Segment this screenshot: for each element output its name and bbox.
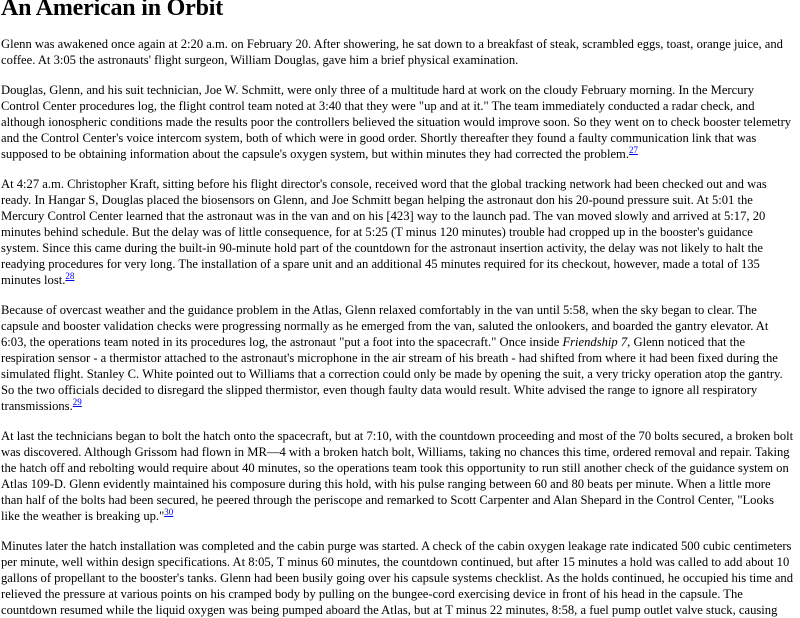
footnote-sup (65, 271, 74, 281)
paragraph-text: Glenn was awakened once again at 2:20 a.m. on February 20. After showering, he sat down to a breakfast of steak, scrambled eggs, toast, orange juice, and coffee. At 3:05 the astronauts' flight surgeon, William Douglas, gave him a brief physical examination. (1, 37, 783, 67)
paragraph-countdown (1, 538, 794, 618)
footnote-link-27[interactable]: 27 (628, 145, 638, 155)
footnote-sup (164, 507, 173, 517)
footnote-link-29[interactable]: 29 (72, 397, 82, 407)
paragraph-text: At 4:27 a.m. Christopher Kraft, sitting before his flight director's console, received word that the global tracking network had been checked out and was ready. In Hangar S, Douglas placed the biosensors on Glenn, and Joe Schmitt began helping the astronaut don his 20-pound pressure suit. At 5:01 the Mercury Control Center learned that the astronaut was in the van and on his [423] way to the launch pad. The van moved slowly and arrived at 5:17, 20 minutes behind schedule. But the delay was of little consequence, for at 5:25 (T minus 120 minutes) trouble had cropped up in the booster's guidance system. Since this came during the built-in 90-minute hold part of the countdown for the astronaut insertion activity, the delay was not likely to halt the readying procedures for very long. The installation of a spare unit and an additional 45 minutes required for its checkout, however, made a total of 135 minutes lost. (1, 177, 767, 287)
paragraph-text: Douglas, Glenn, and his suit technician, Joe W. Schmitt, were only three of a multitude hard at work on the cloudy February morning. In the Mercury Control Center procedures log, the flight control team noted at 3:40 that they were "up and at it." The team immediately conducted a radar check, and although ionospheric conditions made the results poor the controllers believed the situation would improve soon. So they went on to check booster telemetry and the Control Center's voice intercom system, both of which were in good order. Shortly thereafter they found a faulty communication link that was supposed to be obtaining information about the capsule's oxygen system, but within minutes they had corrected the problem. (1, 83, 792, 161)
page-title: An American in Orbit (1, 0, 223, 21)
paragraph-control-center (1, 82, 794, 162)
paragraph-boarding (1, 302, 794, 414)
footnote-sup (629, 145, 638, 155)
paragraph-text: Because of overcast weather and the guidance problem in the Atlas, Glenn relaxed comfortably in the van until 5:58, when the sky began to clear. The capsule and booster validation checks were progressing normally as he emerged from the van, saluted the onlookers, and boarded the gantry elevator. At 6:03, the operations team noted in its procedures log, the astronaut "put a foot into the spacecraft." Once inside (1, 303, 769, 349)
paragraph-text: At last the technicians began to bolt the hatch onto the spacecraft, but at 7:10, with the countdown proceeding and most of the 70 bolts secured, a broken bolt was discovered. Although Grissom had flown in MR—4 with a broken hatch bolt, Williams, taking no chances this time, ordered removal and repair. Taking the hatch off and rebolting would require about 40 minutes, so the operations team took this opportunity to run still another check of the guidance system on Atlas 109-D. Glenn evidently maintained his composure during this hold, with his pulse ranging between 60 and 80 beats per minute. When a little more than half of the bolts had been secured, he peered through the periscope and remarked to Scott Carpenter and Alan Shepard in the Control Center, "Looks like the weather is breaking up." (1, 429, 794, 523)
footnote-link-30[interactable]: 30 (164, 507, 174, 517)
paragraph-guidance-trouble (1, 176, 794, 288)
paragraph-text: Minutes later the hatch installation was completed and the cabin purge was started. A check of the cabin oxygen leakage rate indicated 500 cubic centimeters per minute, well within design specifications. At 8:05, T minus 60 minutes, the countdown continued, but after 15 minutes a hold was called to add about 10 gallons of propellant to the booster's tanks. Glenn had been busily going over his capsule systems checklist. As the holds continued, he occupied his time and relieved the pressure at various points on his cramped body by pulling on the bungee-cord exercising device in front of his head in the capsule. The countdown resumed while the liquid oxygen was being pumped aboard the Atlas, but at T minus 22 minutes, 8:58, a fuel pump outlet valve stuck, causing (1, 539, 794, 617)
footnote-sup (73, 397, 82, 407)
paragraph-text: , Glenn noticed that the respiration sensor - a thermistor attached to the astronaut's microphone in the air stream of his breath - had shifted from where it had been fixed during the simulated flight. Stanley C. White pointed out to Williams that a correction could only be made by opening the suit, a very tricky operation atop the gantry. So the two officials decided to disregard the slipped thermistor, even though faulty data would result. White advised the range to ignore all respiratory transmissions. (1, 335, 783, 413)
paragraph-breakfast (1, 36, 794, 68)
spacecraft-name: Friendship 7 (562, 335, 628, 349)
paragraph-hatch-bolt (1, 428, 794, 524)
footnote-link-28[interactable]: 28 (65, 271, 75, 281)
